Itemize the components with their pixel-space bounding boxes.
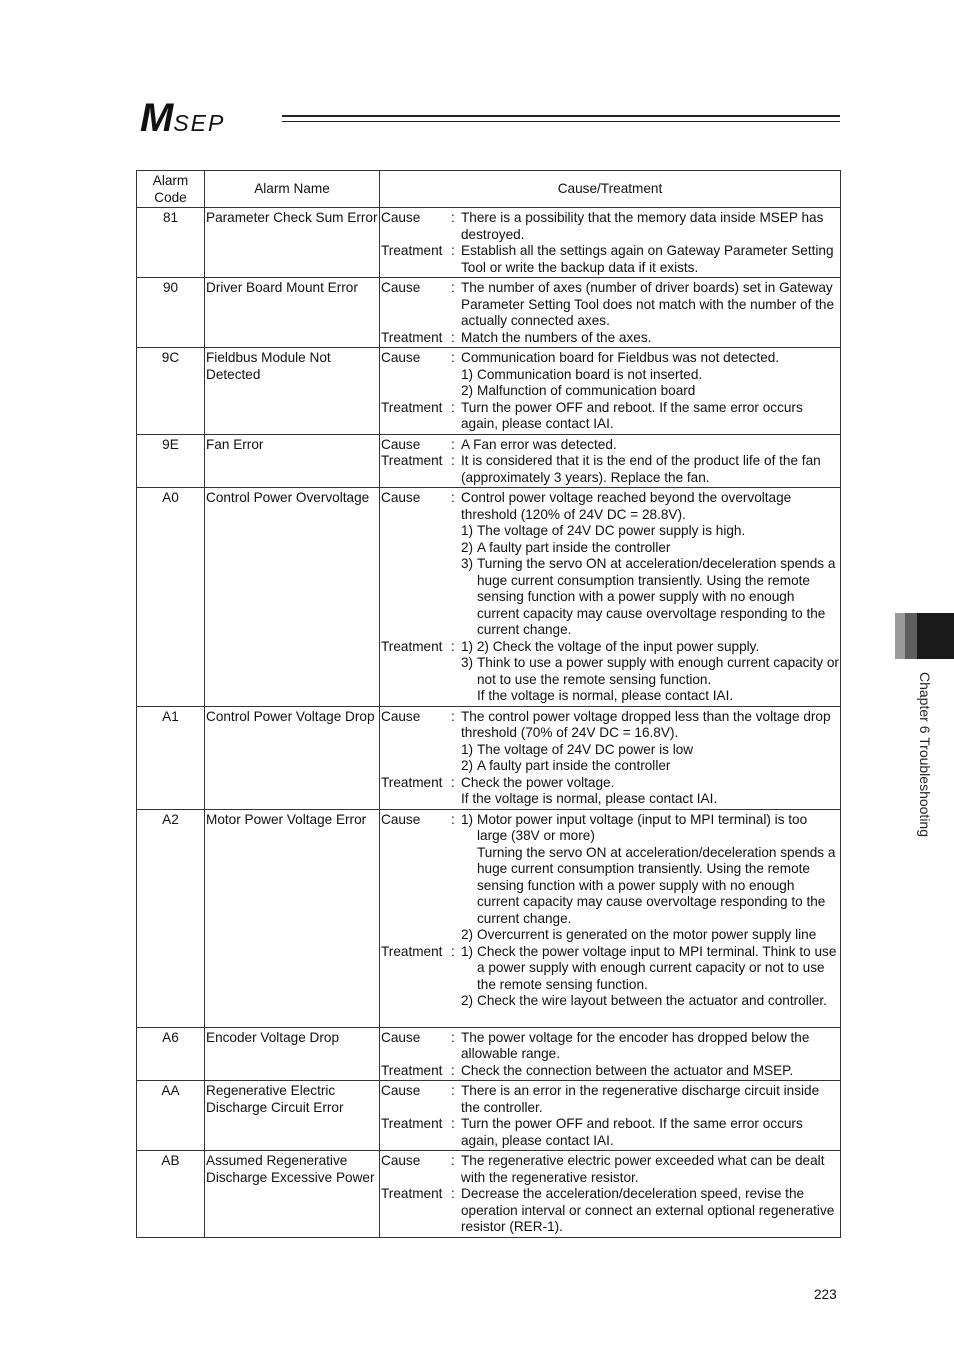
treatment-label: Treatment [381,399,443,415]
description-text: The regenerative electric power exceeded what can be dealt with the regenerative resistor. [461,1153,825,1185]
table-header-row [137,171,841,208]
list-number: 1) [461,943,474,959]
cause-treatment-cell [380,1081,841,1151]
description-text: Control power voltage reached beyond the overvoltage threshold (120% of 24V DC = 28.8V). [461,490,792,522]
alarm-code-cell: 9C [137,348,205,435]
alarm-name-cell: Driver Board Mount Error [205,278,380,348]
table-row [137,706,841,809]
alarm-name-cell: Control Power Voltage Drop [205,706,380,809]
cause-treatment-cell [380,488,841,707]
alarm-table [136,170,841,1238]
cause-treatment-cell [380,809,841,1027]
table-row [137,1027,841,1081]
treatment-label: Treatment [381,329,443,345]
alarm-name-cell: Assumed Regenerative Discharge Excessive Power [205,1151,380,1238]
cause-label: Cause [381,280,421,295]
alarm-name-cell: Fan Error [205,434,380,488]
alarm-code-cell: A1 [137,706,205,809]
treatment-label: Treatment [381,943,443,959]
msep-logo [140,96,225,141]
list-item-text: The voltage of 24V DC power is low [477,741,694,757]
treatment-label: Treatment [381,1116,443,1131]
colon-separator: : [451,399,455,415]
cause-label: Cause [381,350,421,365]
cause-treatment-cell [380,1151,841,1238]
alarm-name-cell: Fieldbus Module Not Detected [205,348,380,435]
colon-separator: : [451,1153,455,1168]
list-number: 2) [461,927,474,942]
list-number: 2) [461,539,474,555]
table-row [137,208,841,278]
treatment-label: Treatment [381,453,443,468]
header-rule-thin [282,121,840,122]
description-text: The control power voltage dropped less than the voltage drop threshold (70% of 24V DC = 16.8V). [461,708,831,740]
colon-separator: : [451,350,455,365]
description-text: The number of axes (number of driver boards) set in Gateway Parameter Setting Tool does not match with the number of the actually connected axes. [461,280,835,328]
table-row [137,488,841,707]
alarm-code-cell: 9E [137,434,205,488]
list-number: 1) [461,523,474,538]
alarm-code-cell: 90 [137,278,205,348]
list-item-text: Turning the servo ON at acceleration/deceleration spends a huge current consumption transiently. Using the remote sensing function with a power supply with no enough current capacity may cause overvoltage responding to the current change. [477,844,836,926]
treatment-label: Treatment [381,1062,443,1078]
colon-separator: : [451,490,455,505]
alarm-code-cell: AA [137,1081,205,1151]
colon-separator: : [451,453,455,468]
table-row [137,1081,841,1151]
treatment-label: Treatment [381,243,443,258]
header-rule-thick [282,115,840,117]
cause-label: Cause [381,811,421,827]
colon-separator: : [451,1029,455,1045]
description-text: Match the numbers of the axes. [461,329,652,345]
list-item-text: Turning the servo ON at acceleration/deceleration spends a huge current consumption transiently. Using the remote sensing function with a power supply with no enough current capacity may cause overvoltage responding to the current change. [477,556,836,637]
description-text: There is an error in the regenerative discharge circuit inside the controller. [461,1083,820,1115]
colon-separator: : [451,774,455,790]
list-number: 2) [461,758,474,773]
list-number: 2) [461,993,474,1008]
treatment-line: 1) 2) Check the voltage of the input power supply. [461,638,760,654]
treatment-label: Treatment [381,638,443,654]
description-text: Check the connection between the actuator and MSEP. [461,1062,794,1078]
list-item-text: A faulty part inside the controller [477,758,671,773]
cause-treatment-cell [380,348,841,435]
description-text: Decrease the acceleration/deceleration speed, revise the operation interval or connect an external optional regenerative resistor (RER-1). [461,1186,835,1234]
table-row [137,434,841,488]
colon-separator: : [451,329,455,345]
description-text: A Fan error was detected. [461,436,617,452]
table-row [137,278,841,348]
colon-separator: : [451,1062,455,1078]
alarm-code-cell: 81 [137,208,205,278]
alarm-name-cell: Regenerative Electric Discharge Circuit Error [205,1081,380,1151]
alarm-code-cell: A0 [137,488,205,707]
alarm-code-cell: AB [137,1151,205,1238]
alarm-code-cell: A6 [137,1027,205,1081]
cause-label: Cause [381,1083,421,1098]
cause-label: Cause [381,210,421,225]
colon-separator: : [451,436,455,452]
description-text: The power voltage for the encoder has dropped below the allowable range. [461,1029,810,1061]
colon-separator: : [451,280,455,295]
colon-separator: : [451,1116,455,1131]
cause-label: Cause [381,708,421,724]
description-text: Establish all the settings again on Gateway Parameter Setting Tool or write the backup data if it exists. [461,243,834,275]
list-number: 3) [461,556,474,571]
cause-treatment-cell [380,208,841,278]
cause-treatment-cell [380,278,841,348]
logo-sep: SEP [173,110,226,136]
list-number: 2) [461,383,474,398]
treatment-label: Treatment [381,1186,443,1201]
logo-m: M [140,96,172,140]
description-text: There is a possibility that the memory data inside MSEP has destroyed. [461,210,824,242]
list-number [461,845,477,928]
list-item-text: A faulty part inside the controller [477,539,671,555]
alarm-name-cell: Motor Power Voltage Error [205,809,380,1027]
list-item-text: Communication board is not inserted. [477,366,703,382]
list-item-text: Check the wire layout between the actuator and controller. [477,993,827,1008]
colon-separator: : [451,243,455,258]
cause-label: Cause [381,1029,421,1045]
description-text: Communication board for Fieldbus was not detected. [461,350,780,365]
cause-label: Cause [381,1153,421,1168]
side-tab-mid [905,613,917,659]
colon-separator: : [451,638,455,654]
description-text: Turn the power OFF and reboot. If the same error occurs again, please contact IAI. [461,399,803,431]
header-alarm-name: Alarm Name [205,171,380,208]
alarm-code-cell: A2 [137,809,205,1027]
header-cause-treatment: Cause/Treatment [380,171,841,208]
list-item-text: Motor power input voltage (input to MPI terminal) is too large (38V or more) [477,811,808,843]
treatment-label: Treatment [381,774,443,790]
header-alarm-code: Alarm Code [137,171,205,208]
colon-separator: : [451,943,455,959]
list-item-text: Think to use a power supply with enough current capacity or not to use the remote sensing function. [477,655,839,687]
cause-treatment-cell [380,706,841,809]
description-text: Turn the power OFF and reboot. If the same error occurs again, please contact IAI. [461,1116,803,1148]
table-row [137,809,841,1027]
list-item-text: If the voltage is normal, please contact IAI. [477,688,734,703]
list-item-text: Overcurrent is generated on the motor power supply line [477,927,817,942]
chapter-label: Chapter 6 Troubleshooting [917,672,933,837]
table-row [137,1151,841,1238]
list-number: 1) [461,366,474,382]
side-tab-light [895,613,905,659]
list-item-text: Malfunction of communication board [477,383,696,398]
alarm-name-cell: Parameter Check Sum Error [205,208,380,278]
cause-treatment-cell [380,434,841,488]
list-number: 1) [461,741,474,757]
colon-separator: : [451,1083,455,1098]
description-text: It is considered that it is the end of the product life of the fan (approximately 3 years). Replace the fan. [461,453,821,485]
cause-label: Cause [381,490,421,505]
list-number: 3) [461,655,474,670]
colon-separator: : [451,708,455,724]
cause-treatment-cell [380,1027,841,1081]
description-text: If the voltage is normal, please contact IAI. [461,791,718,806]
description-text: Check the power voltage. [461,774,615,790]
list-item-text: Check the power voltage input to MPI terminal. Think to use a power supply with enough current capacity or not to use the remote sensing function. [477,943,837,992]
alarm-name-cell: Encoder Voltage Drop [205,1027,380,1081]
alarm-name-cell: Control Power Overvoltage [205,488,380,707]
colon-separator: : [451,811,455,827]
side-tab-dark [917,613,954,659]
list-number [461,688,477,705]
list-number: 1) [461,811,474,827]
table-row [137,348,841,435]
list-item-text: The voltage of 24V DC power supply is high. [477,523,746,538]
cause-label: Cause [381,436,421,452]
colon-separator: : [451,210,455,225]
page-number: 223 [814,1287,837,1302]
colon-separator: : [451,1186,455,1201]
